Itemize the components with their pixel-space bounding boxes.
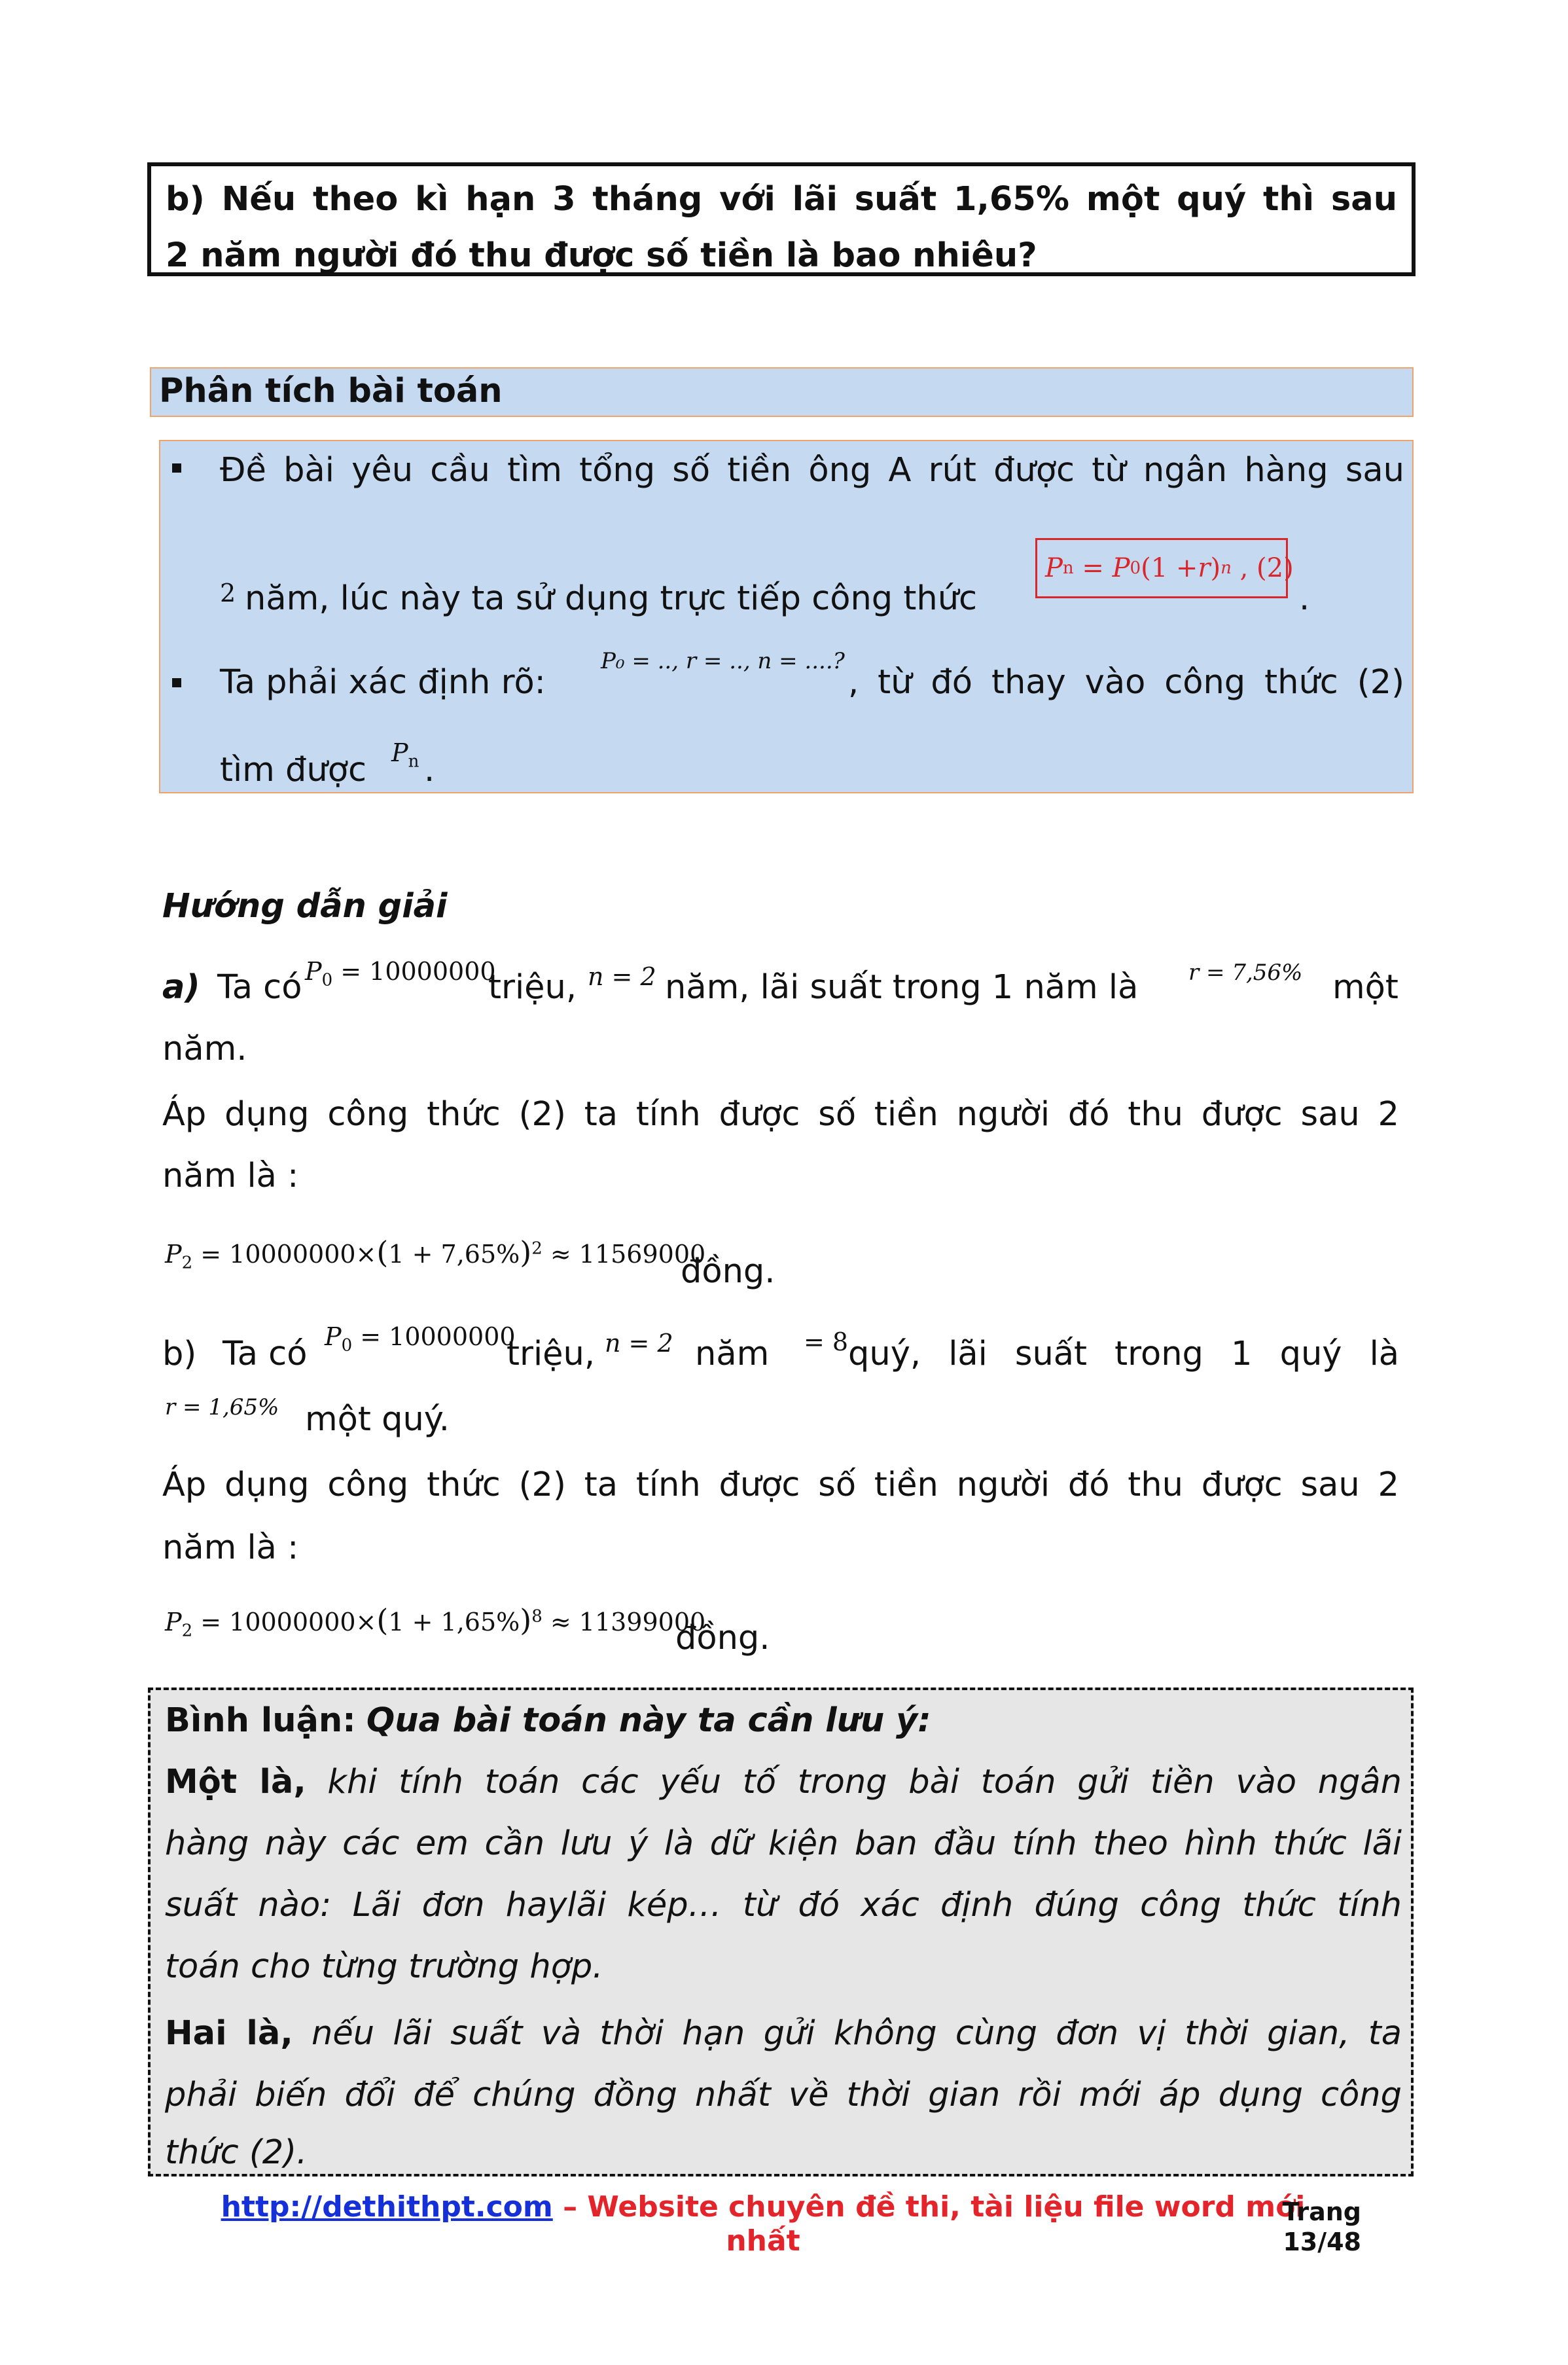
solution-b-eq8: = 8: [804, 1327, 849, 1356]
solution-b-n: n = 2: [605, 1329, 673, 1358]
solution-b-label: b): [162, 1335, 197, 1373]
solution-a-result-rhs: ≈ 11569000: [550, 1240, 706, 1269]
comment-title-italic: Qua bài toán này ta cần lưu ý:: [366, 1701, 931, 1740]
footer-dash: –: [552, 2190, 588, 2224]
solution-a-text4: một: [1332, 968, 1399, 1007]
comment-p1-text: khi tính toán các yếu tố trong bài toán gửi tiền vào ngân: [327, 1763, 1402, 1801]
comment-p2-line1: [165, 2003, 1402, 2065]
solution-b-result-exp: 8: [531, 1606, 543, 1627]
page-label: Trang: [1282, 2197, 1361, 2226]
footer-link[interactable]: http://dethithpt.com: [221, 2190, 553, 2224]
comment-p1-line2: hàng này các em cần lưu ý là dữ kiện ban đầu tính theo hình thức lãi: [165, 1824, 1402, 1863]
solution-b-text4: quý, lãi suất trong 1 quý là: [848, 1335, 1399, 1373]
comment-p1-line3: suất nào: Lãi đơn haylãi kép… từ đó xác định đúng công thức tính: [165, 1886, 1402, 1924]
solution-b-text5: một quý.: [305, 1400, 450, 1439]
analysis-bullet2-prefix: Ta phải xác định rõ:: [220, 663, 546, 702]
solution-b-unit: đồng.: [675, 1619, 770, 1657]
footer: [194, 2190, 1332, 2258]
comment-p2-label: Hai là,: [165, 2014, 293, 2053]
formula-2-box: P n = P 0 (1 + r ) n , (2): [1035, 538, 1288, 598]
page-number: [1276, 2197, 1361, 2257]
solution-heading: Hướng dẫn giải: [162, 887, 448, 926]
analysis-bullet1-end: .: [1299, 579, 1310, 618]
solution-b-apply-line2: năm là :: [162, 1528, 299, 1567]
analysis-bullet1-number: 2: [220, 579, 236, 607]
question-box: [147, 162, 1416, 276]
comment-box: [148, 1688, 1414, 2176]
solution-b-text3: năm: [695, 1335, 770, 1373]
footer-tagline-1: Website chuyên đề thi, tài liệu file word mới: [587, 2190, 1306, 2224]
solution-a-result-paren: 1 + 7,65%: [388, 1240, 520, 1269]
comment-p2-line3: thức (2).: [165, 2133, 308, 2172]
solution-b-p0: = 10000000: [360, 1322, 516, 1351]
analysis-bullet2-formula: P₀ = .., r = .., n = ....?: [601, 648, 845, 674]
analysis-header: [150, 367, 1414, 417]
solution-a-result-exp: 2: [531, 1238, 543, 1259]
solution-a-n: n = 2: [588, 962, 656, 991]
footer-tagline-2: nhất: [726, 2224, 800, 2258]
solution-a-r: r = 7,56%: [1188, 960, 1303, 986]
comment-p2-text: nếu lãi suất và thời hạn gửi không cùng đơn vị thời gian, ta: [312, 2014, 1402, 2053]
solution-b-result-rhs: ≈ 11399000: [550, 1608, 706, 1636]
comment-p1-line4: toán cho từng trường hợp.: [165, 1947, 603, 1986]
solution-a-text1: Ta có: [217, 968, 302, 1007]
analysis-title: Phân tích bài toán: [159, 372, 503, 410]
solution-a-result-lhs: = 10000000×: [200, 1240, 377, 1269]
solution-a-text3: năm, lãi suất trong 1 năm là: [665, 968, 1139, 1007]
bullet-square-icon: [172, 678, 181, 687]
solution-a-text5: năm.: [162, 1030, 247, 1068]
solution-a-apply-line1: Áp dụng công thức (2) ta tính được số tiền người đó thu được sau 2: [162, 1095, 1399, 1134]
page-num: 13/48: [1283, 2228, 1361, 2256]
bullet-square-icon: [172, 463, 181, 473]
solution-a-p0: = 10000000: [340, 957, 496, 986]
solution-a-text2: triệu,: [488, 968, 577, 1007]
analysis-bullet1-line1: Đề bài yêu cầu tìm tổng số tiền ông A rút được từ ngân hàng sau: [220, 451, 1404, 490]
solution-b-r: r = 1,65%: [165, 1394, 279, 1420]
question-line-2: 2 năm người đó thu được số tiền là bao nhiêu?: [166, 236, 1037, 275]
solution-a-unit: đồng.: [681, 1252, 775, 1291]
comment-p1-label: Một là,: [165, 1763, 306, 1801]
solution-b-text2: triệu,: [507, 1335, 596, 1373]
solution-a-label: a): [162, 968, 200, 1007]
solution-b-result-paren: 1 + 1,65%: [388, 1608, 520, 1636]
analysis-bullet1-line2: năm, lúc này ta sử dụng trực tiếp công thức: [245, 579, 978, 618]
solution-a-apply-line2: năm là :: [162, 1157, 299, 1195]
question-line-1: b) Nếu theo kì hạn 3 tháng với lãi suất 1,65% một quý thì sau: [166, 180, 1397, 219]
analysis-bullet2-line2: tìm được: [220, 751, 366, 789]
comment-title: [165, 1690, 1402, 1752]
solution-b-result-lhs: = 10000000×: [200, 1608, 377, 1636]
analysis-bullet2-suffix: , từ đó thay vào công thức (2): [848, 663, 1404, 702]
comment-p2-line2: phải biến đổi để chúng đồng nhất về thời gian rồi mới áp dụng công: [165, 2076, 1402, 2114]
solution-b-apply-line1: Áp dụng công thức (2) ta tính được số tiền người đó thu được sau 2: [162, 1466, 1399, 1504]
comment-title-bold: Bình luận:: [165, 1701, 356, 1740]
solution-b-text1: Ta có: [223, 1335, 308, 1373]
analysis-bullet2-end: .: [424, 751, 435, 789]
comment-p1-line1: [165, 1752, 1402, 1813]
